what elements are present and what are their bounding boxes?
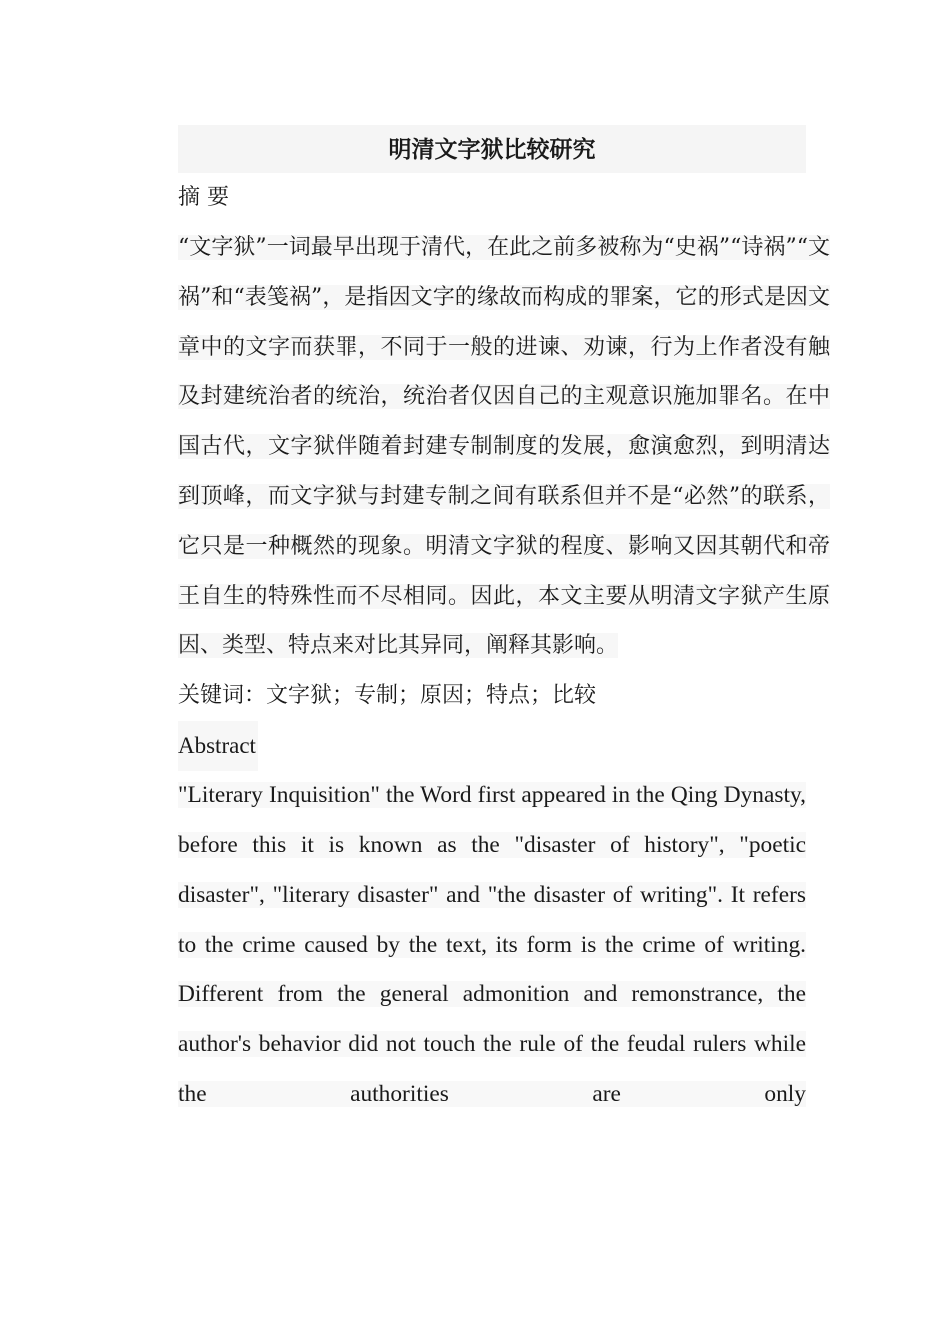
document-title: 明清文字狱比较研究 <box>178 125 806 173</box>
abstract-text-en <box>178 771 806 1120</box>
abstract-text-cn <box>178 223 830 671</box>
document-body <box>178 125 830 1120</box>
abstract-heading-en-row <box>178 721 806 771</box>
abstract-text-cn-body: “文字狱”一词最早出现于清代，在此之前多被称为“史祸”“诗祸”“文祸”和“表笺祸”，是指因文字的缘故而构成的罪案，它的形式是因文章中的文字而获罪，不同于一般的进谏、劝谏，行为上作者没有触及封建统治者的统治，统治者仅因自己的主观意识施加罪名。在中国古代，文字狱伴随着封建专制制度的发展，愈演愈烈，到明清达到顶峰，而文字狱与封建专制之间有联系但并不是“必然”的联系，它只是一种概然的现象。明清文字狱的程度、影响又因其朝代和帝王自生的特殊性而不尽相同。因此，本文主要从明清文字狱产生原因、类型、特点来对比其异同，阐释其影响。 <box>178 235 830 659</box>
abstract-text-en-body: "Literary Inquisition" the Word first appeared in the Qing Dynasty, before this it is known as the "disaster of history", "poetic disaster", "literary disaster" and "the disaster of writing". It refers to the crime caused by the text, its form is the crime of writing. Different from the general admonition and remonstrance, the author's behavior did not touch the rule of the feudal rulers while the authorities are only <box>178 782 806 1107</box>
abstract-heading-cn: 摘 要 <box>178 185 229 210</box>
abstract-heading-en: Abstract <box>178 721 258 771</box>
keywords-cn: 关键词：文字狱；专制；原因；特点；比较 <box>178 683 597 709</box>
